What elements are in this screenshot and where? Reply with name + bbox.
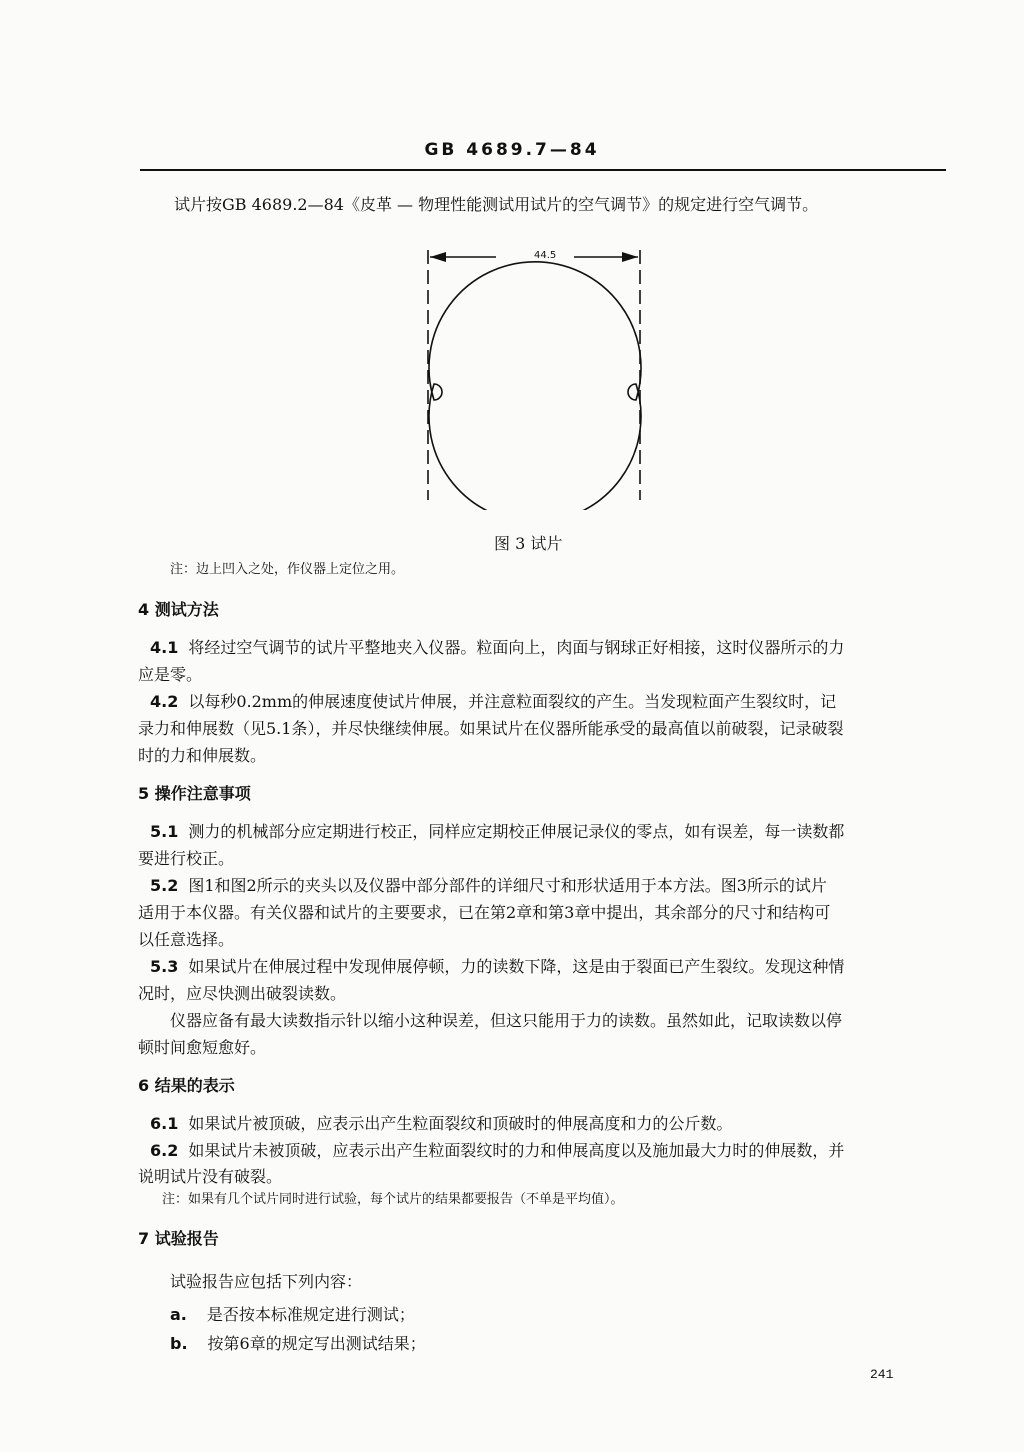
clause-number: 6.2 — [150, 1141, 179, 1160]
report-intro: 试验报告应包括下列内容： — [170, 1272, 363, 1291]
clause-number: 4.1 — [150, 638, 179, 657]
specimen-figure — [410, 240, 660, 510]
clause-4-2-line-1: 4.2 以每秒0.2mm的伸展速度使试片伸展，并注意粒面裂纹的产生。当发现粒面产生裂纹时，记 — [150, 692, 837, 711]
clause-5-3-para-2-line-2: 顿时间愈短愈好。 — [138, 1038, 267, 1057]
clause-5-1-line-2: 要进行校正。 — [138, 849, 235, 868]
clause-6-1-line-1: 6.1 如果试片被顶破，应表示出产生粒面裂纹和顶破时的伸展高度和力的公斤数。 — [150, 1114, 733, 1133]
figure-note: 注：边上凹入之处，作仪器上定位之用。 — [170, 562, 405, 577]
header-rule — [140, 169, 946, 171]
section-6-note: 注：如果有几个试片同时进行试验，每个试片的结果都要报告（不单是平均值）。 — [162, 1192, 624, 1207]
section-4-heading: 4 测试方法 — [138, 600, 219, 619]
right-arrowhead — [622, 252, 638, 262]
clause-6-2-line-1: 6.2 如果试片未被顶破，应表示出产生粒面裂纹时的力和伸展高度以及施加最大力时的伸展数，并 — [150, 1141, 845, 1160]
figure-caption: 图 3 试片 — [494, 534, 563, 553]
report-item-a: a. 是否按本标准规定进行测试； — [170, 1305, 415, 1324]
left-arrowhead — [430, 252, 446, 262]
clause-5-3-line-2: 况时，应尽快测出破裂读数。 — [138, 984, 347, 1003]
clause-number: 6.1 — [150, 1114, 179, 1133]
report-item-b: b. 按第6章的规定写出测试结果； — [170, 1334, 426, 1353]
clause-4-1-line-2: 应是零。 — [138, 665, 203, 684]
page-number: 241 — [870, 1367, 894, 1382]
standard-header: GB 4689.7—84 — [424, 140, 600, 160]
clause-number: 5.2 — [150, 876, 179, 895]
intro-paragraph: 试片按GB 4689.2—84《皮革 — 物理性能测试用试片的空气调节》的规定进行空气调节。 — [174, 195, 819, 214]
clause-4-1-line-1: 4.1 将经过空气调节的试片平整地夹入仪器。粒面向上，肉面与钢球正好相接，这时仪器所示的力 — [150, 638, 845, 657]
specimen-outline — [429, 262, 641, 510]
clause-5-2-line-2: 适用于本仪器。有关仪器和试片的主要要求，已在第2章和第3章中提出，其余部分的尺寸和结构可 — [138, 903, 831, 922]
clause-5-2-line-3: 以任意选择。 — [138, 930, 235, 949]
clause-number: 5.3 — [150, 957, 179, 976]
item-label: b. — [170, 1334, 188, 1353]
clause-4-2-line-2: 录力和伸展数（见5.1条），并尽快继续伸展。如果试片在仪器所能承受的最高值以前破裂，记录破裂 — [138, 719, 844, 738]
dimension-label: 44.5 — [534, 250, 557, 261]
clause-4-2-line-3: 时的力和伸展数。 — [138, 746, 267, 765]
clause-number: 5.1 — [150, 822, 179, 841]
item-label: a. — [170, 1305, 187, 1324]
clause-5-2-line-1: 5.2 图1和图2所示的夹头以及仪器中部分部件的详细尺寸和形状适用于本方法。图3所示的试片 — [150, 876, 827, 895]
clause-5-1-line-1: 5.1 测力的机械部分应定期进行校正，同样应定期校正伸展记录仪的零点，如有误差，每一读数都 — [150, 822, 845, 841]
section-7-heading: 7 试验报告 — [138, 1229, 219, 1248]
section-5-heading: 5 操作注意事项 — [138, 784, 251, 803]
section-6-heading: 6 结果的表示 — [138, 1076, 235, 1095]
clause-5-3-line-1: 5.3 如果试片在伸展过程中发现伸展停顿，力的读数下降，这是由于裂面已产生裂纹。发现这种情 — [150, 957, 845, 976]
clause-number: 4.2 — [150, 692, 179, 711]
clause-5-3-para-2-line-1: 仪器应备有最大读数指示针以缩小这种误差，但这只能用于力的读数。虽然如此，记取读数以停 — [170, 1011, 843, 1030]
clause-6-2-line-2: 说明试片没有破裂。 — [138, 1167, 283, 1186]
